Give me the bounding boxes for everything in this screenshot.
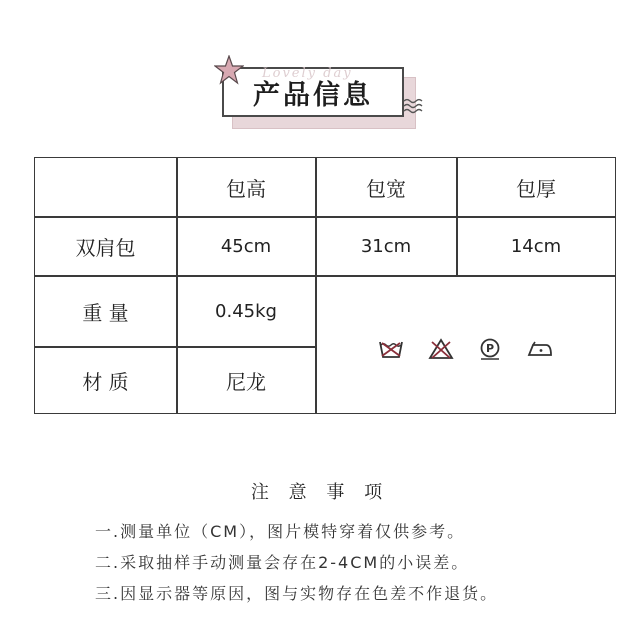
value-thickness: 14cm: [510, 235, 562, 257]
value-weight: 0.45kg: [215, 300, 277, 322]
note-item: 三.因显示器等原因，图与实物存在色差不作退货。: [95, 584, 499, 603]
row-label-backpack: 双肩包: [75, 235, 136, 260]
header-cell-thickness: 包厚: [516, 176, 556, 201]
value-width: 31cm: [360, 235, 412, 257]
value-material: 尼龙: [226, 369, 266, 394]
hand-wash-icon: [378, 338, 404, 360]
no-bleach-icon: [428, 338, 454, 360]
care-icons-group: [316, 334, 616, 364]
value-height: 45cm: [220, 235, 272, 257]
note-item: 一.测量单位（CM），图片模特穿着仅供参考。: [95, 522, 466, 541]
product-info-table: [34, 157, 616, 414]
star-icon: [214, 55, 244, 85]
row-label-weight: 重 量: [82, 300, 129, 325]
header-cell-width: 包宽: [366, 176, 406, 201]
svg-text:P: P: [485, 342, 495, 355]
header-cell-height: 包高: [226, 176, 266, 201]
notes-title: 注 意 事 项: [250, 482, 390, 503]
banner-script-text: Lovely day: [262, 66, 353, 81]
waves-icon: [402, 97, 428, 117]
dry-clean-p-icon: [478, 338, 502, 360]
row-label-material: 材 质: [82, 369, 129, 394]
note-item: 二.采取抽样手动测量会存在2-4CM的小误差。: [95, 553, 470, 572]
page-title: 产品信息: [253, 79, 373, 111]
iron-icon: [526, 338, 554, 360]
